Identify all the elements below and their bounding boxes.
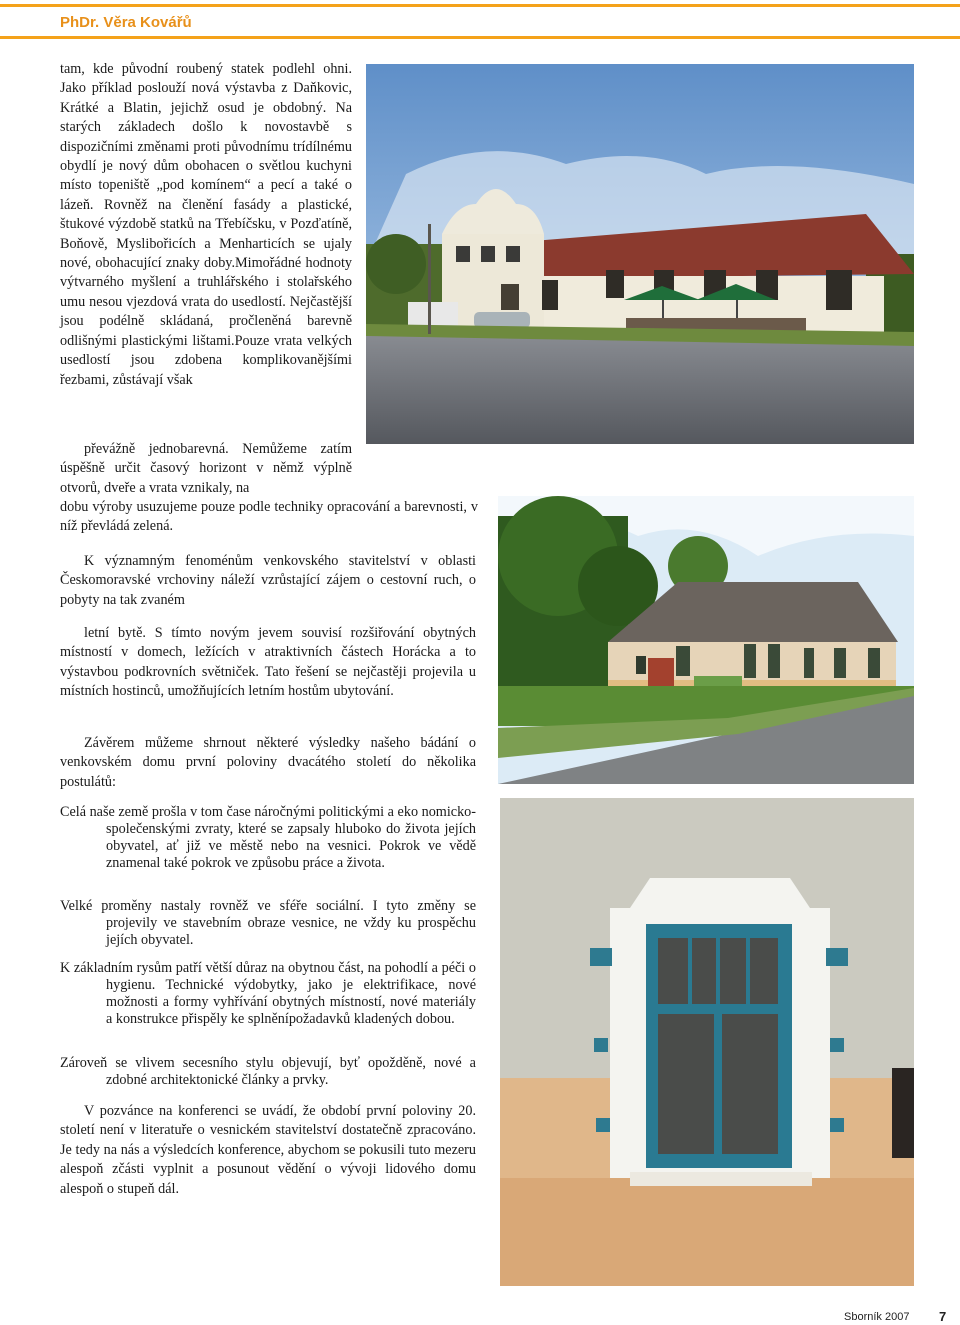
postulate-4: Zároveň se vlivem secesního stylu objevují, byť opožděně, nové a zdobné architektonické články a prvky. bbox=[60, 1055, 476, 1088]
postulate-3: K základním rysům patří větší důraz na obytnou část, na pohodlí a péči o hygienu. Technické výdobytky, jako je elektrifikace, nové možnosti a formy vyhřívání obytných místností, nové materiály a konstrukce přispěly ke splněnípožadavků kladených dobou. bbox=[60, 960, 476, 1027]
footer-publication: Sborník 2007 bbox=[844, 1311, 910, 1323]
paragraph-doors: převážně jednobarevná. Nemůžeme zatím úspěšně určit časový horizont v němž výplně otvorů, dveře a vrata vznikaly, na bbox=[60, 441, 352, 496]
photo-yellow-house bbox=[498, 496, 914, 784]
paragraph-doors-cont: dobu výroby usuzujeme pouze podle techniky opracování a barevnosti, v níž převládá zelená. bbox=[60, 499, 478, 535]
paragraph-summer-flats: letní bytě. S tímto novým jevem souvisí rozšiřování obytných místností v domech, ležících v atraktivních částech Horácka a to výstavbou podkrovních světniček. Tato řešení se nejčastěji projevila u místních hostinců, umožňujících letním hostům ubytování. bbox=[60, 625, 476, 700]
header-author: PhDr. Věra Kovářů bbox=[60, 14, 192, 31]
page-number: 7 bbox=[939, 1309, 947, 1324]
header-rule-bottom bbox=[0, 36, 960, 39]
paragraph-intro: tam, kde původní roubený statek podlehl ohni. Jako příklad poslouží nová výstavba z Daňkovic, Krátké a Blatin, jejichž osud je obdobný. Na starých základech došlo k novostavbě s dispozičními změnami proti původnímu trídílnému obydlí je nový dům obohacen o světlou kuchyni místo topeniště „pod komínem“ a pecí a také o lázeň. Rovněž na členění fasády a plastické, štukové výzdobě statků na Třebíčsku, v Pozďatíně, Boňově, Myslibořicích a Menharticích se ujaly nové, obohacující znaky doby.Mimořádné hodnoty výtvarného myšlení a truhlářského i stolařského umu nesou vjezdová vrata do usedlostí. Nejčastější jsou podélně skládaná, pročleněná barevně odlišnými plastickými lištami.Pouze vrata velkých usedlostí jsou zdobena komplikovanějšími řezbami, zůstávají však bbox=[60, 61, 352, 388]
paragraph-tourism: K významným fenoménům venkovského stavitelství v oblasti Českomoravské vrchoviny náleží vzrůstající zájem o cestovní ruch, o pobyty na tak zvaném bbox=[60, 553, 476, 608]
header-rule-top bbox=[0, 4, 960, 7]
postulate-2: Velké proměny nastaly rovněž ve sféře sociální. I tyto změny se projevily ve stavebním obraze vesnice, ne vždy ku prospěchu jejích obyvatel. bbox=[60, 898, 476, 948]
postulate-1: Celá naše země prošla v tom čase náročnými politickými a eko nomicko-společenskými zvraty, které se zapsaly hluboko do života jejích obyvatel, ať již ve městě nebo na vesnici. Pokrok ve vědě znamenal také pokrok ve způsobu práce a života. bbox=[60, 804, 476, 871]
paragraph-closing: V pozvánce na konferenci se uvádí, že období první poloviny 20. století není v literatuře o vesnickém stavitelství dostatečně zpracováno. Je tedy na nás a výsledcích konference, abychom se pokusili tuto mezeru alespoň zčásti vyplnit a posunout vědění o vývoji lidového domu alespoň o stupeň dál. bbox=[60, 1103, 476, 1197]
photo-village-inn bbox=[366, 64, 914, 444]
paragraph-conclusion: Závěrem můžeme shrnout některé výsledky našeho bádání o venkovském domu první poloviny dvacátého století do několika postulátů: bbox=[60, 735, 476, 790]
photo-window-detail bbox=[500, 798, 914, 1286]
